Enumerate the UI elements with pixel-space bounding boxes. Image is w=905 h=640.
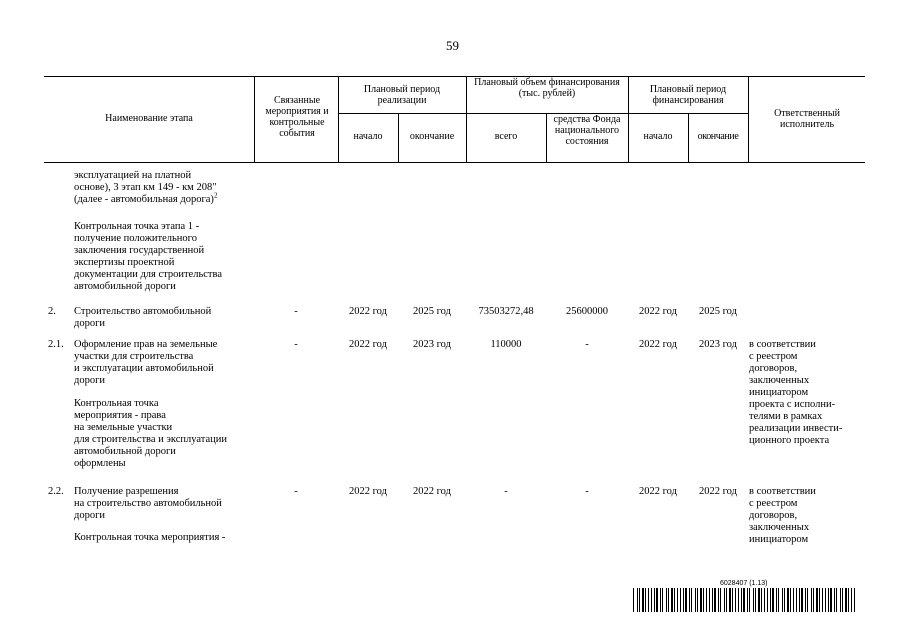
header-total: всего (494, 131, 518, 142)
barcode-bar (709, 588, 710, 612)
barcode-bar (656, 588, 658, 612)
barcode-bar (651, 588, 652, 612)
header-fin-start: начало (643, 131, 673, 142)
barcode-bar (836, 588, 837, 612)
header-responsible: Ответственный исполнитель (774, 108, 840, 130)
barcode-bar (738, 588, 739, 612)
footnote-mark: 2 (213, 191, 218, 200)
barcode-bar (743, 588, 745, 612)
barcode-bar (790, 588, 791, 612)
row-fin-end: 2023 год (699, 339, 737, 350)
row-fin-start: 2022 год (639, 339, 677, 350)
barcode-bar (848, 588, 849, 612)
barcode-bar (813, 588, 814, 612)
barcode-bar (782, 588, 783, 612)
row-related: - (294, 486, 298, 497)
row-start: 2022 год (349, 306, 387, 317)
barcode-bar (683, 588, 684, 612)
header-fund: средства Фонда национального состояния (553, 114, 621, 147)
row-total: 73503272,48 (478, 306, 534, 317)
barcode-bar (732, 588, 733, 612)
row-number: 2.2. (48, 486, 64, 497)
row-fund: 25600000 (566, 306, 608, 317)
row-total: - (504, 486, 508, 497)
barcode-bar (654, 588, 655, 612)
barcode-bar (758, 588, 760, 612)
barcode-bar (718, 588, 719, 612)
barcode-bar (703, 588, 704, 612)
barcode-bar (796, 588, 797, 612)
barcode-bar (689, 588, 690, 612)
barcode (633, 588, 858, 612)
header-start: начало (353, 131, 383, 142)
barcode-bar (807, 588, 808, 612)
row-related: - (294, 339, 298, 350)
row-total: 110000 (490, 339, 522, 350)
stage-control-point: Контрольная точка этапа 1 - получение положительного заключения государственной экспертизы проектной документации для строительства автомобильной дороги (74, 221, 222, 292)
row-control-point: Контрольная точка мероприятия - права на земельные участки для строительства и эксплуатации автомобильной дороги оформлены (74, 398, 228, 469)
barcode-bar (662, 588, 663, 612)
row-responsible: в соответствии с реестром договоров, заключенных инициатором (749, 486, 816, 545)
barcode-bar (729, 588, 731, 612)
row-fin-start: 2022 год (639, 486, 677, 497)
stage-continuation-text: эксплуатацией на платной основе), 3 этап км 149 - км 208" (далее - автомобильная дорога)$^2$ (74, 170, 218, 205)
barcode-bar (747, 588, 748, 612)
row-fund: - (585, 339, 589, 350)
header-funding-period: Плановый период финансирования (649, 84, 727, 106)
page-number: 59 (446, 38, 459, 53)
row-end: 2023 год (413, 339, 451, 350)
barcode-bar (648, 588, 649, 612)
barcode-bar (697, 588, 698, 612)
barcode-bar (753, 588, 754, 612)
barcode-bar (816, 588, 818, 612)
barcode-bar (819, 588, 820, 612)
barcode-bar (825, 588, 826, 612)
barcode-bar (741, 588, 742, 612)
barcode-bar (840, 588, 841, 612)
header-funding-volume: Плановый объем финансирования (тыс. рублей) (474, 77, 620, 99)
barcode-bar (854, 588, 855, 612)
row-name: Строительство автомобильной дороги (74, 306, 212, 329)
row-end: 2022 год (413, 486, 451, 497)
row-control-point: Контрольная точка мероприятия - (74, 532, 226, 543)
barcode-bar (633, 588, 634, 612)
barcode-bar (726, 588, 727, 612)
barcode-bar (712, 588, 713, 612)
header-related-events: Связанные мероприятия и контрольные события (265, 95, 329, 139)
barcode-bar (700, 588, 702, 612)
row-number: 2.1. (48, 339, 64, 350)
barcode-bar (805, 588, 806, 612)
row-related: - (294, 306, 298, 317)
barcode-caption: 6028407 (1.13) (720, 580, 768, 587)
header-stage-name: Наименование этапа (105, 113, 193, 124)
barcode-bar (666, 588, 667, 612)
barcode-bar (834, 588, 835, 612)
barcode-bar (695, 588, 696, 612)
header-plan-period: Плановый период реализации (363, 84, 441, 106)
barcode-bar (749, 588, 750, 612)
barcode-bar (735, 588, 736, 612)
barcode-bar (685, 588, 687, 612)
barcode-bar (680, 588, 681, 612)
barcode-bar (778, 588, 779, 612)
row-end: 2025 год (413, 306, 451, 317)
barcode-bar (828, 588, 829, 612)
barcode-bar (811, 588, 812, 612)
barcode-bar (767, 588, 768, 612)
barcode-bar (660, 588, 661, 612)
barcode-bar (776, 588, 777, 612)
barcode-bar (772, 588, 774, 612)
barcode-bar (724, 588, 725, 612)
row-fin-start: 2022 год (639, 306, 677, 317)
barcode-bar (845, 588, 847, 612)
row-start: 2022 год (349, 486, 387, 497)
header-fin-end: окончание (697, 131, 739, 142)
barcode-bar (706, 588, 707, 612)
barcode-bar (764, 588, 765, 612)
header-end: окончание (409, 131, 455, 142)
barcode-bar (761, 588, 762, 612)
barcode-bar (842, 588, 843, 612)
barcode-bar (674, 588, 675, 612)
barcode-bar (801, 588, 803, 612)
barcode-bar (645, 588, 646, 612)
barcode-bar (637, 588, 638, 612)
barcode-bar (799, 588, 800, 612)
barcode-bar (671, 588, 673, 612)
barcode-bar (851, 588, 852, 612)
barcode-bar (639, 588, 640, 612)
barcode-bar (714, 588, 716, 612)
barcode-bar (793, 588, 794, 612)
barcode-bar (787, 588, 789, 612)
barcode-bar (830, 588, 832, 612)
barcode-bar (822, 588, 823, 612)
barcode-bar (755, 588, 756, 612)
row-fund: - (585, 486, 589, 497)
row-fin-end: 2025 год (699, 306, 737, 317)
row-fin-end: 2022 год (699, 486, 737, 497)
barcode-bar (668, 588, 669, 612)
row-number: 2. (48, 306, 56, 317)
row-start: 2022 год (349, 339, 387, 350)
barcode-bar (784, 588, 785, 612)
barcode-bar (642, 588, 644, 612)
row-name: Получение разрешения на строительство автомобильной дороги (74, 486, 222, 521)
barcode-bar (720, 588, 721, 612)
row-name: Оформление прав на земельные участки для строительства и эксплуатации автомобильной дороги (74, 339, 218, 386)
barcode-bar (770, 588, 771, 612)
barcode-bar (691, 588, 692, 612)
row-responsible: в соответствии с реестром договоров, заключенных инициатором проекта с исполни- телями в рамках реализации инвести- ционного проекта (749, 339, 843, 446)
barcode-bar (677, 588, 678, 612)
